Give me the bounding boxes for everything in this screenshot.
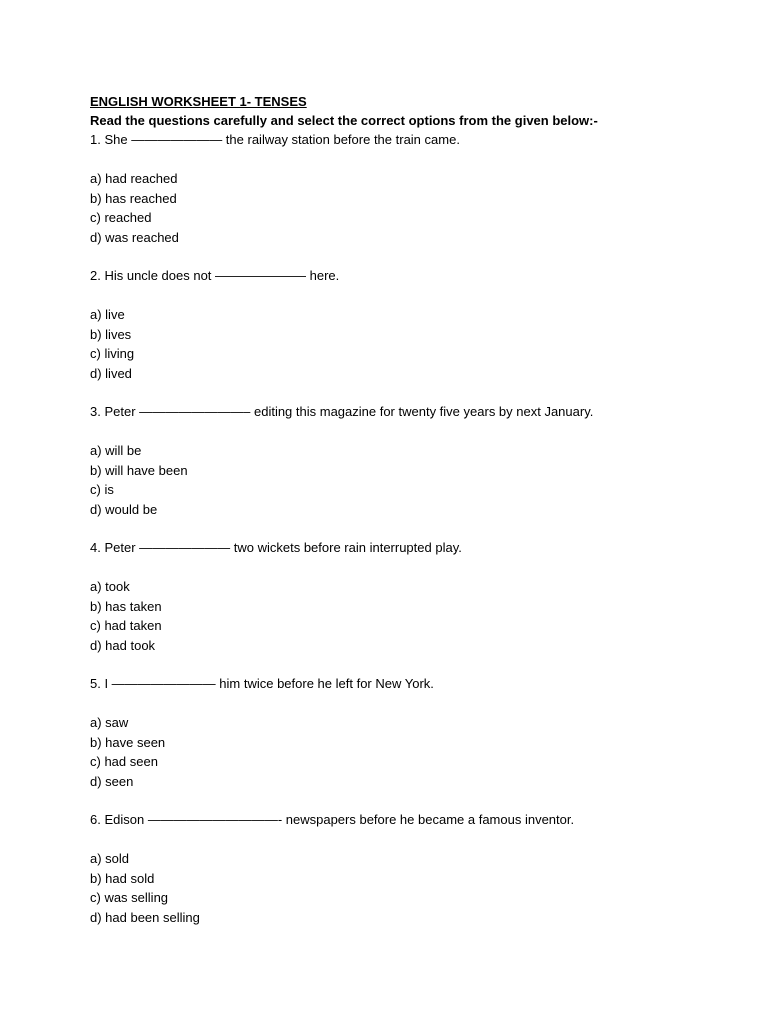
question-6 — [90, 810, 730, 927]
option-a: a) took — [90, 579, 130, 594]
question-text: 4. Peter ——————— two wickets before rain interrupted play. — [90, 540, 462, 555]
option-c: c) living — [90, 346, 135, 361]
option-b: b) lives — [90, 326, 132, 342]
option-b: b) has reached — [90, 190, 177, 206]
option-a: a) saw — [90, 715, 129, 730]
option-c: c) had seen — [90, 754, 158, 769]
option-d: d) seen — [90, 773, 134, 789]
option-d: d) was reached — [90, 229, 179, 245]
question-1 — [90, 130, 730, 247]
option-d: d) would be — [90, 501, 158, 517]
question-5 — [90, 674, 730, 791]
worksheet-title: ENGLISH WORKSHEET 1- TENSES — [90, 94, 307, 109]
question-text: 2. His uncle does not ——————— here. — [90, 268, 340, 283]
question-text: 3. Peter ————————– editing this magazine for twenty five years by next January. — [90, 404, 594, 419]
option-d: d) had been selling — [90, 909, 200, 925]
option-c: c) reached — [90, 210, 152, 225]
question-2 — [90, 266, 730, 383]
option-d: d) had took — [90, 637, 156, 653]
worksheet-page — [90, 92, 730, 946]
option-b: b) have seen — [90, 734, 166, 750]
question-3 — [90, 402, 730, 519]
option-c: c) is — [90, 482, 114, 497]
option-c: c) had taken — [90, 618, 162, 633]
option-c: c) was selling — [90, 890, 169, 905]
option-a: a) will be — [90, 443, 142, 458]
option-a: a) had reached — [90, 171, 178, 186]
question-text: 6. Edison ——————————- newspapers before he became a famous inventor. — [90, 812, 575, 827]
option-d: d) lived — [90, 365, 132, 381]
option-a: a) sold — [90, 851, 130, 866]
option-b: b) had sold — [90, 870, 155, 886]
question-4 — [90, 538, 730, 655]
option-b: b) has taken — [90, 598, 162, 614]
option-b: b) will have been — [90, 462, 188, 478]
worksheet-instructions: Read the questions carefully and select the correct options from the given below:- — [90, 113, 598, 128]
question-text: 1. She ——————— the railway station before the train came. — [90, 132, 460, 147]
question-text: 5. I ———————— him twice before he left for New York. — [90, 676, 434, 691]
option-a: a) live — [90, 307, 125, 322]
